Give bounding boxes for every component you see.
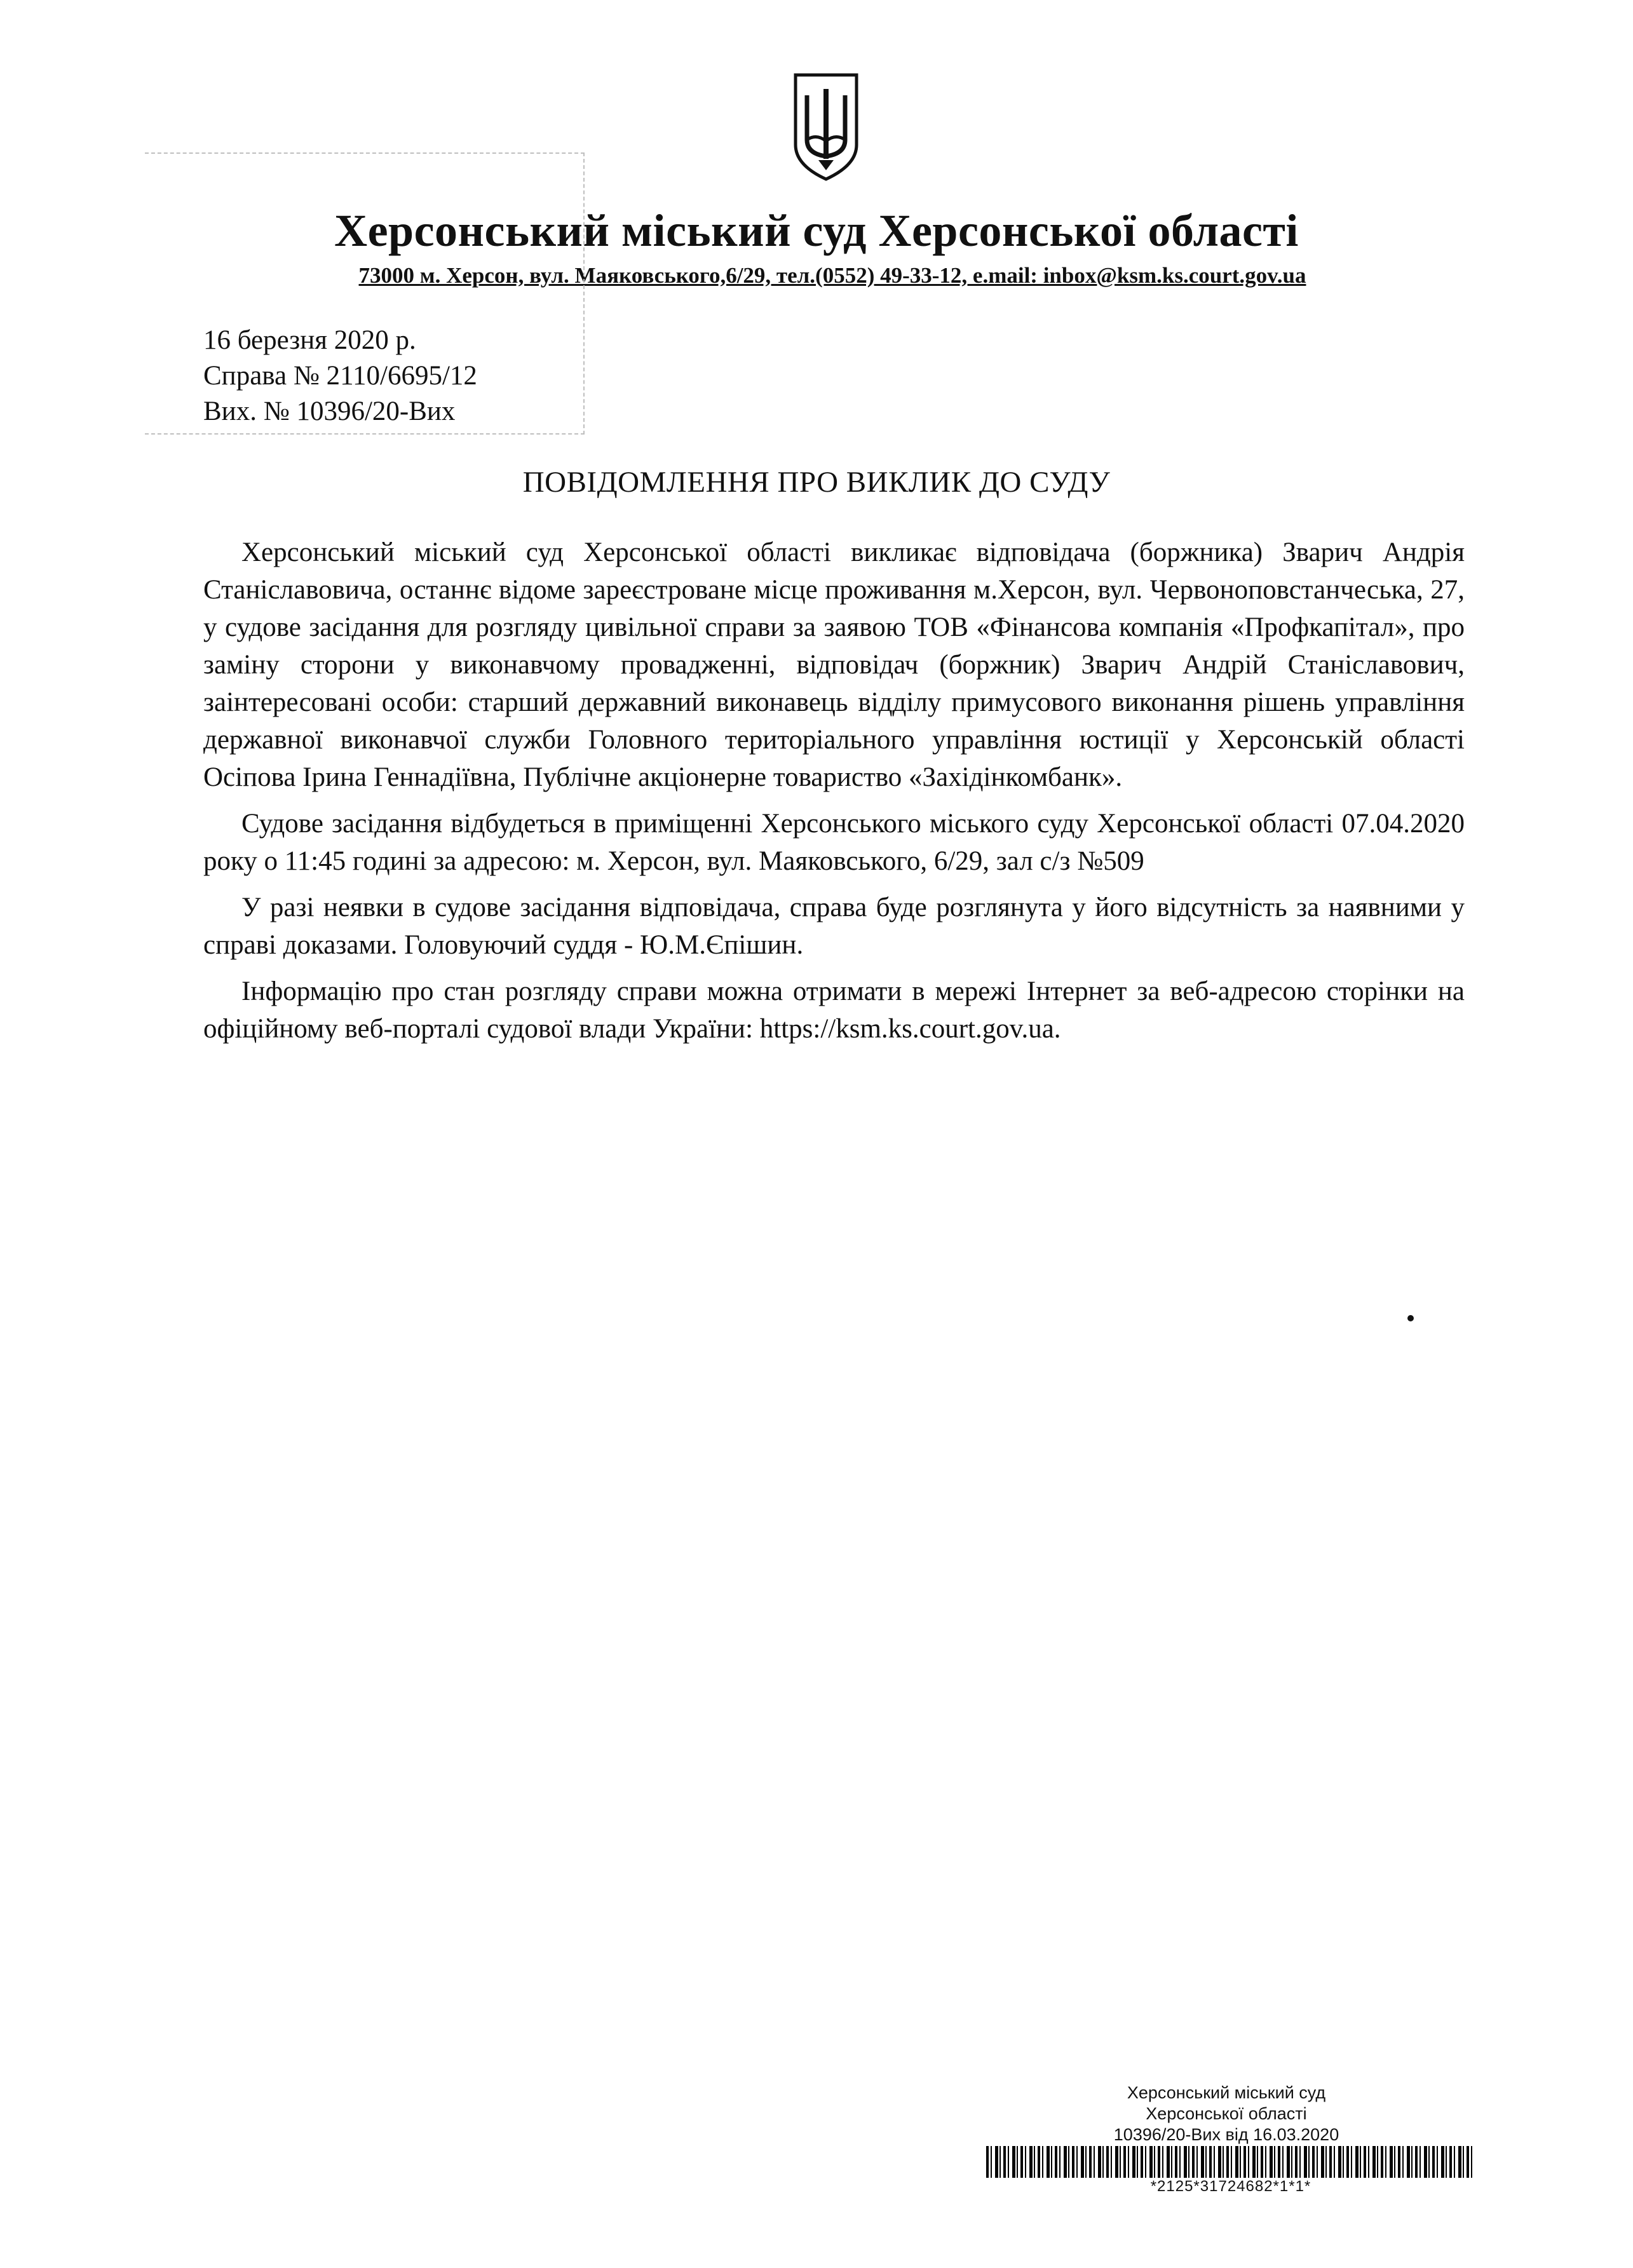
barcode-text: *2125*31724682*1*1* <box>1150 2178 1311 2195</box>
scan-speck <box>1407 1315 1414 1321</box>
registration-court-line: Херсонський міський суд <box>1127 2083 1326 2102</box>
document-title: ПОВІДОМЛЕННЯ ПРО ВИКЛИК ДО СУДУ <box>522 466 1111 499</box>
registration-stamp <box>979 2082 1474 2145</box>
paragraph-summons: Херсонський міський суд Херсонської області викликає відповідача (боржника) Зварич Андрія Станіславовича, останнє відоме зареєстроване місце проживання м.Херсон, вул. Червоноповстанчеська, 27, у судове засідання для розгляду цивільної справи за заявою ТОВ «Фінансова компанія «Профкапітал», про заміну сторони у виконавчому провадженні, відповідач (боржник) Зварич Андрій Станіславович, заінтересовані особи: старший державний виконавець відділу примусового виконання рішень управління державної виконавчої служби Головного територіального управління юстиції у Херсонській області Осіпова Ірина Геннадіївна, Публічне акціонерне товариство «Західінкомбанк». <box>203 537 1465 792</box>
outgoing-number: Вих. № 10396/20-Вих <box>203 396 456 426</box>
trident-coat-of-arms-icon <box>788 70 864 184</box>
court-address: 73000 м. Херсон, вул. Маяковського,6/29, тел.(0552) 49-33-12, e.mail: inbox@ksm.ks.court.gov.ua <box>358 263 1306 288</box>
paragraph-hearing: Судове засідання відбудеться в приміщенні Херсонського міського суду Херсонської області 07.04.2020 року о 11:45 годині за адресою: м. Херсон, вул. Маяковського, 6/29, зал с/з №509 <box>203 809 1465 876</box>
document-body <box>203 534 1465 1056</box>
registration-number-line: 10396/20-Вих від 16.03.2020 <box>1113 2125 1339 2144</box>
document-meta <box>203 323 477 429</box>
barcode <box>986 2146 1475 2178</box>
paragraph-absence: У разі неявки в судове засідання відповідача, справа буде розглянута у його відсутність за наявними у справі доказами. Головуючий суддя - Ю.М.Єпішин. <box>203 893 1465 960</box>
document-date: 16 березня 2020 р. <box>203 325 416 355</box>
court-name: Херсонський міський суд Херсонської області <box>334 205 1299 256</box>
paragraph-info: Інформацію про стан розгляду справи можна отримати в мережі Інтернет за веб-адресою сторінки на офіційному веб-порталі судової влади України: https://ksm.ks.court.gov.ua. <box>203 976 1465 1044</box>
registration-region-line: Херсонської області <box>1146 2104 1307 2123</box>
case-number: Справа № 2110/6695/12 <box>203 361 477 391</box>
